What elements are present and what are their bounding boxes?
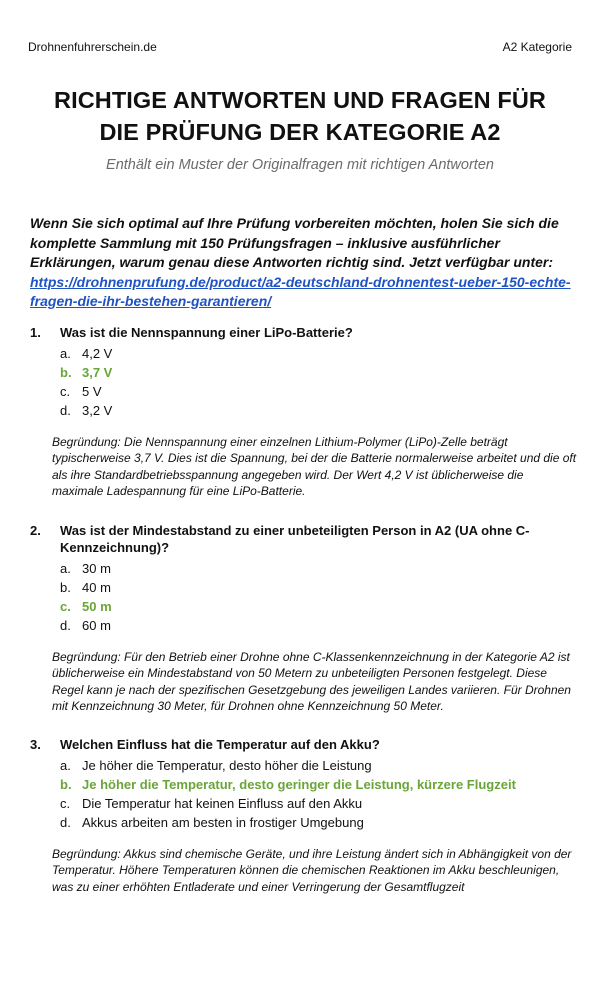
option-text: Je höher die Temperatur, desto geringer die Leistung, kürzere Flugzeit — [82, 777, 516, 792]
category-label: A2 Kategorie — [502, 40, 572, 54]
option-letter: d. — [60, 618, 71, 633]
option-text: 5 V — [82, 384, 102, 399]
option-text: Akkus arbeiten am besten in frostiger Umgebung — [82, 815, 364, 830]
option-c-correct — [60, 597, 578, 616]
option-text: 3,7 V — [82, 365, 113, 380]
option-c — [60, 794, 578, 813]
option-letter: c. — [60, 599, 71, 614]
option-c — [60, 382, 578, 401]
intro-paragraph — [30, 214, 578, 312]
option-list — [60, 756, 578, 832]
option-b-correct — [60, 363, 578, 382]
reason-text: Begründung: Für den Betrieb einer Drohne ohne C-Klassenkennzeichnung in der Kategorie A2 ist üblicherweise ein Mindestabstand von 50 Metern zu unbeteiligten Personen festgelegt. Diese Regel kann je nach der spezifischen Gesetzgebung des jeweiligen Landes variieren. Für Drohnen mit Kennzeichnung 30 Meter, für Drohnen ohne Kennzeichnung 50 Meter. — [52, 650, 571, 713]
option-text: 50 m — [82, 599, 112, 614]
reason-text: Begründung: Akkus sind chemische Geräte, und ihre Leistung ändert sich in Abhängigkeit von der Temperatur. Höhere Temperaturen können die chemischen Reaktionen im Akku beschleunigen, was zu einer erhöhten Entladerate und einer Verringerung der Gesamtflugzeit — [52, 847, 572, 894]
option-letter: d. — [60, 403, 71, 418]
site-name: Drohnenfuhrerschein.de — [28, 40, 157, 54]
option-letter: c. — [60, 796, 71, 811]
question-2 — [30, 522, 578, 714]
option-list — [60, 344, 578, 420]
option-a — [60, 756, 578, 775]
intro-text: Wenn Sie sich optimal auf Ihre Prüfung vorbereiten möchten, holen Sie sich die komplette Sammlung mit 150 Prüfungsfragen – inklusive ausführlicher Erklärungen, warum genau diese Antworten richtig sind. Jetzt verfügbar unter: — [30, 215, 559, 270]
option-text: Die Temperatur hat keinen Einfluss auf den Akku — [82, 796, 363, 811]
question-number: 2. — [30, 523, 41, 538]
option-text: 40 m — [82, 580, 111, 595]
question-3 — [30, 736, 578, 895]
option-letter: a. — [60, 758, 71, 773]
option-b-correct — [60, 775, 578, 794]
title-line-2: DIE PRÜFUNG DER KATEGORIE A2 — [99, 119, 501, 145]
option-text: Je höher die Temperatur, desto höher die Leistung — [82, 758, 372, 773]
option-a — [60, 344, 578, 363]
title-line-1: RICHTIGE ANTWORTEN UND FRAGEN FÜR — [54, 87, 546, 113]
option-d — [60, 401, 578, 420]
question-text: Welchen Einfluss hat die Temperatur auf den Akku? — [60, 737, 380, 752]
option-text: 4,2 V — [82, 346, 113, 361]
option-b — [60, 578, 578, 597]
option-text: 3,2 V — [82, 403, 113, 418]
page-title — [0, 84, 600, 148]
option-letter: b. — [60, 365, 72, 380]
question-number: 3. — [30, 737, 41, 752]
question-header — [30, 522, 578, 556]
page-subtitle: Enthält ein Muster der Originalfragen mit richtigen Antworten — [106, 157, 494, 173]
product-link[interactable]: https://drohnenprufung.de/product/a2-deutschland-drohnentest-ueber-150-echte-fragen-die-ihr-bestehen-garantieren/ — [30, 273, 571, 309]
option-text: 30 m — [82, 561, 111, 576]
question-number: 1. — [30, 325, 41, 340]
question-header — [30, 324, 578, 341]
option-letter: b. — [60, 777, 72, 792]
question-1 — [30, 324, 578, 499]
option-letter: d. — [60, 815, 71, 830]
option-d — [60, 813, 578, 832]
question-header — [30, 736, 578, 753]
option-letter: a. — [60, 346, 71, 361]
option-d — [60, 616, 578, 635]
reason-text: Begründung: Die Nennspannung einer einzelnen Lithium-Polymer (LiPo)-Zelle beträgt typischerweise 3,7 V. Dies ist die Spannung, bei der die Batterie normalerweise arbeitet und die oft als ihre Standardbetriebsspannung angegeben wird. Der Wert 4,2 V ist üblicherweise die maximale Ladespannung für eine LiPo-Batterie. — [52, 435, 577, 498]
option-a — [60, 559, 578, 578]
option-letter: b. — [60, 580, 71, 595]
option-list — [60, 559, 578, 635]
option-letter: c. — [60, 384, 71, 399]
option-letter: a. — [60, 561, 71, 576]
question-text: Was ist der Mindestabstand zu einer unbeteiligten Person in A2 (UA ohne C-Kennzeichnung)? — [60, 523, 530, 555]
option-text: 60 m — [82, 618, 111, 633]
question-text: Was ist die Nennspannung einer LiPo-Batterie? — [60, 325, 353, 340]
